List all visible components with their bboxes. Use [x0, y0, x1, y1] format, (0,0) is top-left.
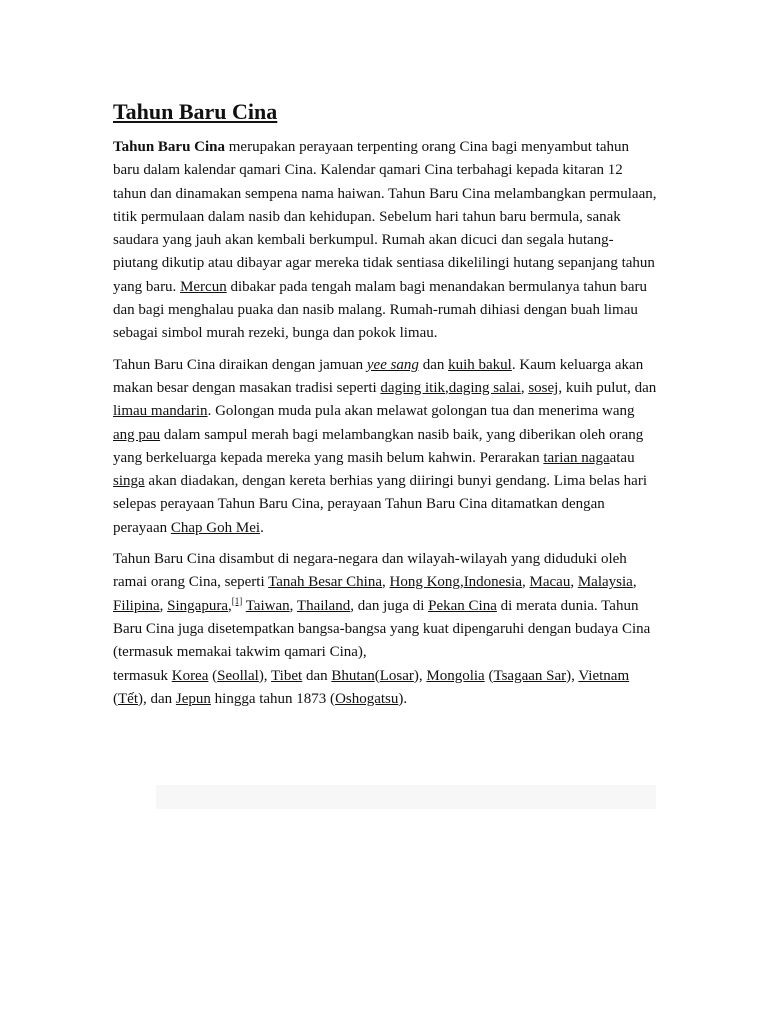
text: , — [459, 574, 464, 591]
text: ( — [113, 690, 118, 707]
citation-link[interactable]: [1] — [231, 595, 243, 606]
text: ), dan — [138, 690, 176, 707]
text: , — [570, 574, 578, 591]
text: ), — [258, 667, 272, 684]
link-korea[interactable]: Korea — [171, 667, 209, 684]
text: Tahun Baru Cina disambut di negara-negara dan wilayah-wilayah yang diduduki oleh ramai orang Cina, seperti — [113, 551, 627, 591]
link-singapura[interactable]: Singapura — [167, 597, 228, 614]
text: ( — [374, 667, 380, 684]
text: hingga tahun 1873 ( — [210, 690, 336, 707]
link-taiwan[interactable]: Taiwan — [245, 597, 290, 614]
text: , dan juga di — [350, 597, 429, 614]
text: ), — [413, 667, 427, 684]
link-seollal[interactable]: Seollal — [217, 667, 259, 684]
text: akan diadakan, dengan kereta berhias yang diiringi bunyi gendang. Lima belas hari selepas perayaan Tahun Baru Cina, perayaan Tahun Baru Cina ditamatkan dengan perayaan — [113, 473, 647, 536]
text: . — [260, 519, 264, 536]
text: . Golongan muda pula akan melawat golongan tua dan menerima wang — [207, 403, 635, 420]
link-bhutan[interactable]: Bhutan — [331, 667, 375, 684]
link-daging-itik[interactable]: daging itik — [380, 379, 445, 396]
text: , — [289, 597, 297, 614]
link-pekan-cina[interactable]: Pekan Cina — [428, 597, 497, 614]
shaded-block — [156, 785, 656, 809]
text: dan — [418, 356, 449, 373]
text: termasuk — [113, 667, 172, 684]
link-tarian-naga[interactable]: tarian naga — [543, 449, 610, 466]
paragraph-3 — [113, 548, 658, 664]
link-daging-salai[interactable]: daging salai — [448, 379, 521, 396]
link-tibet[interactable]: Tibet — [271, 667, 303, 684]
link-thailand[interactable]: Thailand — [296, 597, 351, 614]
link-mercun[interactable]: Mercun — [180, 278, 227, 295]
text: , — [228, 597, 232, 614]
text: , — [444, 379, 449, 396]
link-limau-mandarin[interactable]: limau mandarin — [113, 403, 208, 420]
link-oshogatsu[interactable]: Oshogatsu — [335, 690, 399, 707]
text: dibakar pada tengah malam bagi menandakan bermulanya tahun baru dan bagi menghalau puaka dan nasib malang. Rumah-rumah dihiasi dengan buah limau sebagai simbol murah rezeki, bunga dan pokok limau. — [113, 278, 647, 342]
text: dalam sampul merah bagi melambangkan nasib baik, yang diberikan oleh orang yang berkeluarga kepada mereka yang masih belum kahwin. Perarakan — [113, 426, 644, 466]
text: dan — [302, 667, 332, 684]
paragraph-2 — [113, 354, 658, 540]
link-hong-kong[interactable]: Hong Kong — [389, 574, 460, 591]
text: ( — [484, 667, 494, 684]
link-tsagaan-sar[interactable]: Tsagaan Sar — [493, 667, 567, 684]
text: ). — [398, 690, 408, 707]
link-sosej[interactable]: sosej — [528, 379, 559, 396]
text: di merata dunia. Tahun Baru Cina juga disetempatkan bangsa-bangsa yang kuat dipengaruhi dengan budaya Cina (termasuk memakai takwim qamari Cina), — [113, 597, 651, 661]
text: atau — [609, 449, 635, 466]
link-vietnam[interactable]: Vietnam — [578, 667, 630, 684]
page-title: Tahun Baru Cina — [113, 99, 278, 124]
link-macau[interactable]: Macau — [529, 574, 571, 591]
link-mongolia[interactable]: Mongolia — [426, 667, 485, 684]
text: ( — [208, 667, 218, 684]
link-singa[interactable]: singa — [113, 473, 145, 490]
link-indonesia[interactable]: Indonesia — [463, 574, 523, 591]
paragraph-4 — [113, 665, 658, 712]
text: Tahun Baru Cina diraikan dengan jamuan — [113, 356, 367, 373]
link-kuih-bakul[interactable]: kuih bakul — [448, 356, 512, 373]
text: merupakan perayaan terpenting orang Cina bagi menyambut tahun baru dalam kalendar qamari Cina. Kalendar qamari Cina terbahagi kepada kitaran 12 tahun dan dinamakan sempena nama haiwan. Tahun Baru Cina melambangkan permulaan, titik permulaan dalam nasib dan kehidupan. Sebelum hari tahun baru bermula, sanak saudara yang jauh akan kembali berkumpul. Rumah akan dicuci dan segala hutang-piutang dikutip atau dibayar agar mereka tidak sentiasa dikelilingi hutang sepanjang tahun yang baru. — [113, 139, 657, 295]
text: , — [159, 597, 168, 614]
link-chap-goh-mei[interactable]: Chap Goh Mei — [170, 519, 261, 536]
text: , — [382, 574, 390, 591]
link-yee-sang[interactable]: yee sang — [366, 356, 419, 373]
text: , kuih pulut, dan — [558, 379, 657, 396]
link-ang-pau[interactable]: ang pau — [113, 426, 161, 443]
text: . Kaum keluarga akan makan besar dengan masakan tradisi seperti — [113, 356, 644, 396]
link-tet[interactable]: Tết — [118, 690, 138, 707]
link-losar[interactable]: Losar — [379, 667, 414, 684]
text: , — [522, 574, 530, 591]
link-filipina[interactable]: Filipina — [113, 597, 160, 614]
text: , — [632, 574, 637, 591]
article-body — [113, 98, 658, 719]
lead-term: Tahun Baru Cina — [113, 139, 226, 155]
text: ), — [566, 667, 579, 684]
link-malaysia[interactable]: Malaysia — [577, 574, 633, 591]
text: , — [520, 379, 529, 396]
paragraph-1 — [113, 136, 658, 346]
link-tanah-besar-china[interactable]: Tanah Besar China — [268, 574, 383, 591]
link-jepun[interactable]: Jepun — [175, 690, 211, 707]
